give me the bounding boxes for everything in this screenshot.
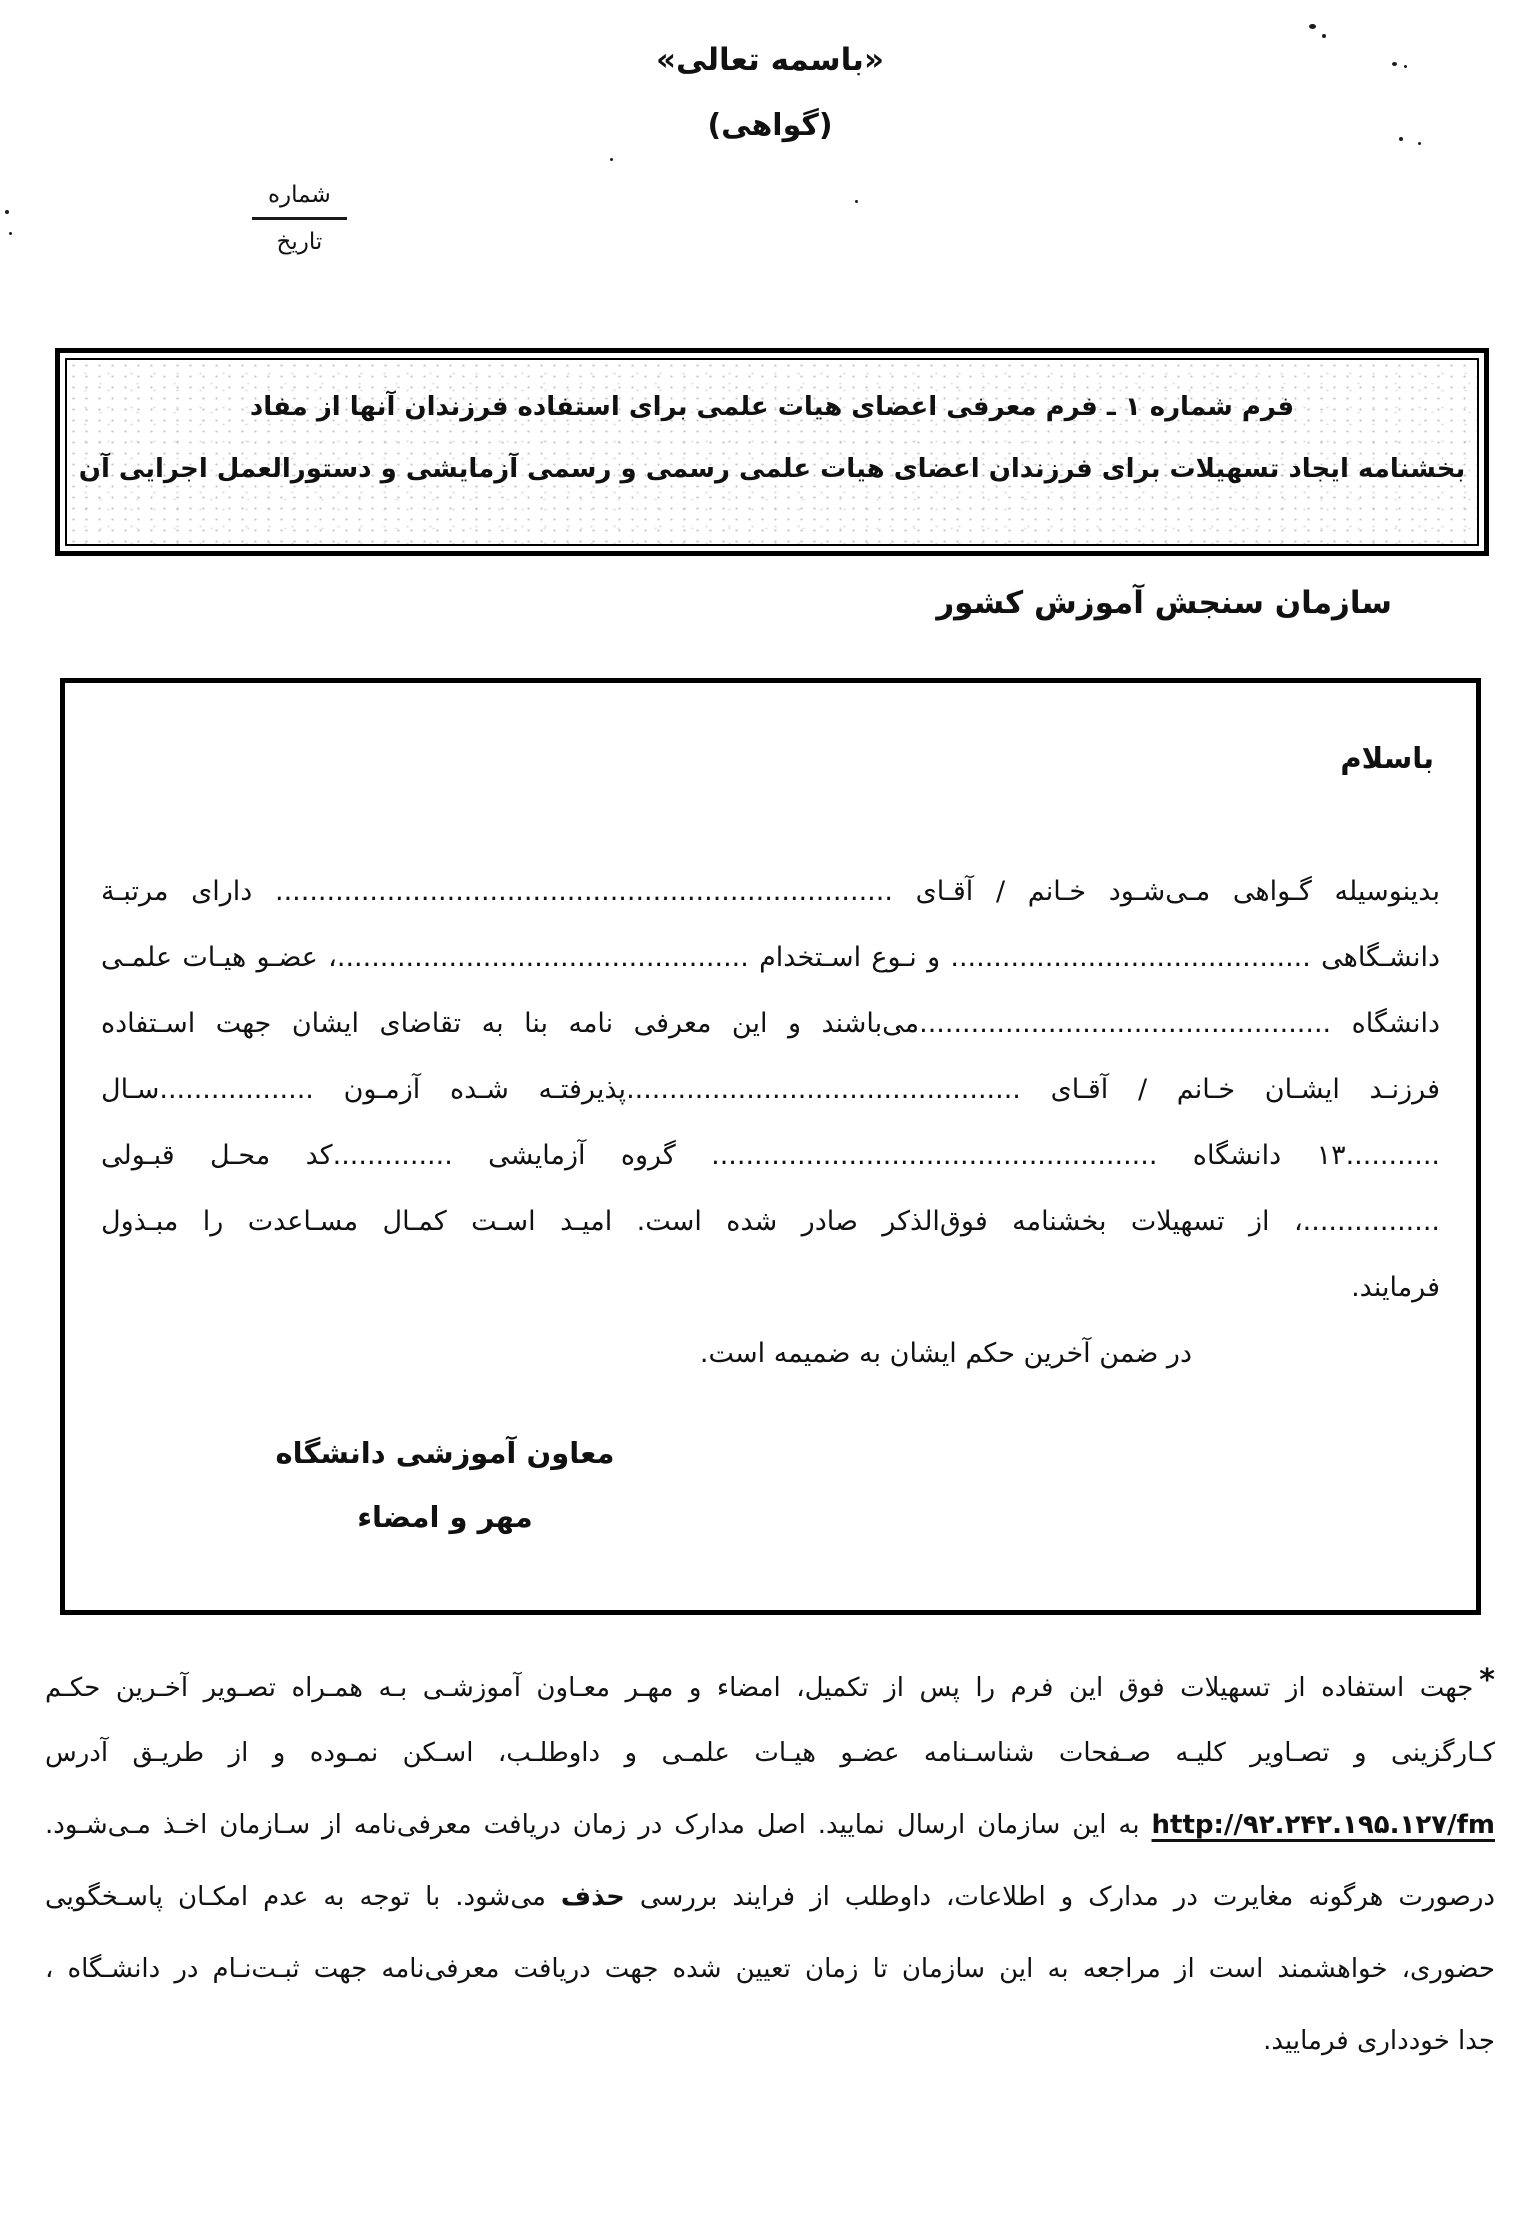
scan-speck [610, 158, 613, 161]
footnote-line [45, 1861, 1495, 1933]
form-title-line-2: بخشنامه ایجاد تسهیلات برای فرزندان اعضای هیات علمی رسمی و رسمی آزمایشی و دستورالعمل اجرایی آن [78, 454, 1466, 484]
form-title-box [65, 358, 1479, 546]
body-line: فرزنـد ایشـان خـانم / آقـای ..............................................پذیرفتـه شـده آزمـون ..................سـال [101, 1074, 1440, 1105]
scan-speck [9, 232, 12, 235]
salutation: باسلام [1340, 741, 1434, 775]
scan-speck [855, 200, 858, 203]
signature-stamp-label: مهر و امضاء [357, 1500, 533, 1534]
footnote-text: جهت استفاده از تسهیلات فوق این فرم را پس از تکمیل، امضاء و مهـر معـاون آموزشـی بـه همـراه تصـویر آخـرین حکـم [45, 1673, 1474, 1703]
footnote [45, 1645, 1495, 2077]
footnote-line [45, 1645, 1495, 1717]
footnote-line: کـارگزینی و تصـاویر کلیـه صـفحات شناسـنامه عضـو هیـات علمـی و داوطلـب، اسـکن نمـوده و از طریـق آدرس [45, 1738, 1495, 1768]
footnote-text: می‌شود. با توجه به عدم امکـان پاسـخگویی [45, 1882, 561, 1912]
footnote-line: جدا خودداری فرمایید. [1263, 2026, 1495, 2056]
signature-title: معاون آموزشی دانشگاه [275, 1436, 615, 1470]
scan-speck [1309, 24, 1316, 29]
footnote-text: به این سازمان ارسال نمایید. اصل مدارک در زمان دریافت معرفی‌نامه از سـازمان اخـذ مـی‌شـود. [45, 1810, 1140, 1840]
body-line: در ضمن آخرین حکم ایشان به ضمیمه است. [699, 1338, 1192, 1369]
doc-type-heading: (گواهی) [707, 108, 833, 143]
body-line: فرمایند. [1351, 1272, 1440, 1303]
asterisk-mark: * [1479, 1663, 1495, 1698]
body-line: بدینوسیله گـواهی مـی‌شـود خـانم / آقـای ........................................................................ دارای مرتبـة [101, 876, 1440, 907]
certificate-body [101, 859, 1440, 1387]
certificate-box [60, 678, 1481, 1615]
scan-speck [1392, 62, 1397, 66]
org-name: سازمان سنجش آموزش کشور [936, 585, 1392, 621]
scan-speck [1399, 137, 1403, 141]
submission-url: http://۹۲.۲۴۲.۱۹۵.۱۲۷/fm [1151, 1810, 1495, 1840]
footnote-line: حضوری، خواهشمند است از مراجعه به این سازمان تا زمان تعیین شده جهت دریافت معرفی‌نامه جهت ثبـت‌نـام در دانشـگاه ، [45, 1954, 1495, 1984]
date-label: تاریخ [276, 229, 323, 255]
scan-speck [1418, 142, 1421, 145]
footnote-text: درصورت هرگونه مغایرت در مدارک و اطلاعات، داوطلب از فرایند بررسی [624, 1882, 1495, 1912]
body-line: دانشگاه ................................................می‌باشند و این معرفی نامه بنا به تقاضای ایشان جهت اسـتفاده [101, 1008, 1440, 1039]
form-title-line-1: فرم شماره ۱ ـ فرم معرفی اعضای هیات علمی برای استفاده فرزندان آنها از مفاد [249, 392, 1295, 422]
body-line: ...........۱۳ دانشگاه .................................................... گروه آزمایشی ..............کد محـل قبـولی [101, 1140, 1440, 1171]
body-line: ................، از تسهیلات بخشنامه فوق‌الذکر صادر شده است. امیـد اسـت کمـال مسـاعدت را مبـذول [101, 1206, 1440, 1237]
signature-block [250, 1421, 640, 1549]
scan-speck [1322, 34, 1326, 38]
page-header [0, 42, 1540, 143]
deleted-word-emphasis: حذف [560, 1882, 625, 1912]
body-line: دانشـگاهی .......................................... و نـوع اسـتخدام ................................................، عضـو هیـات علمـی [101, 942, 1440, 973]
footnote-line [45, 1789, 1495, 1861]
number-date-block [252, 182, 347, 255]
form-title-frame [55, 348, 1489, 556]
scan-speck [1404, 65, 1407, 68]
scan-speck [5, 210, 9, 214]
bismillah-heading: «باسمه تعالی» [656, 42, 884, 78]
number-label: شماره [252, 182, 347, 220]
